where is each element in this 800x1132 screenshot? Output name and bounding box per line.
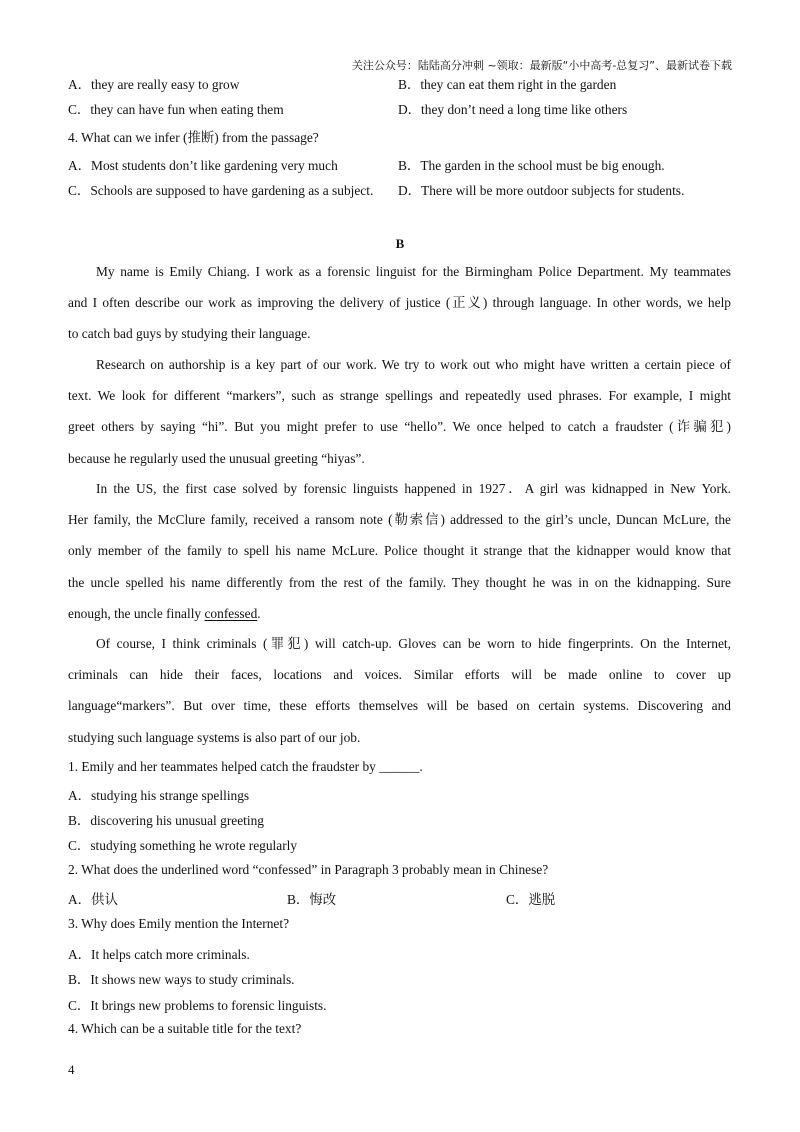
question-1-prompt: 1. Emily and her teammates helped catch the fraudster by ______. (68, 759, 423, 774)
line-text: enough, the uncle finally (68, 605, 205, 621)
q2-option-b[interactable]: B．悔改 (287, 892, 337, 907)
page-header-banner: 关注公众号：陆陆高分冲刺 ~领取：最新版“小中高考-总复习”、最新试卷下载 (351, 59, 732, 72)
passage-paragraph-3 (68, 473, 731, 629)
question-4-prompt: 4. What can we infer (推断) from the passage? (68, 130, 319, 145)
paragraph-line: Research on authorship is a key part of our work. We try to work out who might have written a certain piece of (96, 357, 731, 372)
paragraph-line: criminals can hide their faces, locations and voices. Similar efforts will be made online to cover up (68, 667, 731, 683)
passage-paragraph-4 (68, 628, 731, 753)
paragraph-line: because he regularly used the unusual greeting “hiyas”. (68, 450, 365, 466)
question-3-prompt: 3. Why does Emily mention the Internet? (68, 916, 290, 931)
paragraph-line: greet others by saying “hi”. But you might prefer to use “hello”. We once helped to catch a fraudster (诈骗犯) (68, 419, 731, 435)
page-number: 4 (68, 1062, 75, 1077)
q1-option-a[interactable]: A．studying his strange spellings (68, 788, 250, 803)
question-2-prompt: 2. What does the underlined word “confessed” in Paragraph 3 probably mean in Chinese? (68, 862, 549, 877)
q3-option-b[interactable]: B．It shows new ways to study criminals. (68, 972, 295, 987)
q3-option-c[interactable]: C．It brings new problems to forensic linguists. (68, 998, 327, 1013)
option-c[interactable]: C．they can have fun when eating them (68, 102, 284, 117)
paragraph-line: Her family, the McClure family, received a ransom note (勒索信) addressed to the girl’s uncle, Duncan McLure, the (68, 512, 731, 528)
option-b[interactable]: B．they can eat them right in the garden (398, 77, 617, 92)
passage-paragraph-2 (68, 349, 731, 474)
underlined-word-confessed: confessed (204, 605, 258, 621)
paragraph-line: In the US, the first case solved by forensic linguists happened in 1927．A girl was kidnapped in New York. (96, 481, 731, 496)
paragraph-line: studying such language systems is also part of our job. (68, 729, 361, 745)
q4-option-c[interactable]: C．Schools are supposed to have gardening as a subject. (68, 183, 374, 198)
q4-option-b[interactable]: B．The garden in the school must be big enough. (398, 158, 665, 173)
paragraph-line: My name is Emily Chiang. I work as a forensic linguist for the Birmingham Police Department. My teammates (96, 264, 731, 279)
option-a[interactable]: A．they are really easy to grow (68, 77, 240, 92)
paragraph-line: and I often describe our work as improving the delivery of justice (正义) through language. In other words, we help (68, 295, 731, 311)
q3-option-a[interactable]: A．It helps catch more criminals. (68, 947, 250, 962)
paragraph-line (68, 598, 731, 629)
option-d[interactable]: D．they don’t need a long time like others (398, 102, 628, 117)
paragraph-line: text. We look for different “markers”, such as strange spellings and repeatedly used phrases. For example, I might (68, 388, 731, 404)
passage-paragraph-1 (68, 256, 731, 350)
paragraph-line: to catch bad guys by studying their language. (68, 326, 311, 342)
q2-option-c[interactable]: C．逃脱 (506, 892, 556, 907)
paragraph-line: Of course, I think criminals (罪犯) will catch-up. Gloves can be worn to hide fingerprints. On the Internet, (96, 636, 731, 651)
paragraph-line: language“markers”. But over time, these efforts themselves will be based on certain systems. Discovering and (68, 698, 731, 714)
q1-option-c[interactable]: C．studying something he wrote regularly (68, 838, 298, 853)
question-4-prompt-title: 4. Which can be a suitable title for the text? (68, 1021, 302, 1036)
paragraph-line: only member of the family to spell his name McLure. Police thought it strange that the kidnapper would know that (68, 543, 731, 559)
q4-option-a[interactable]: A．Most students don’t like gardening very much (68, 158, 338, 173)
section-heading: B (395, 236, 405, 251)
paragraph-line: the uncle spelled his name differently from the rest of the family. They thought he was in on the kidnapping. Sure (68, 574, 731, 590)
q1-option-b[interactable]: B．discovering his unusual greeting (68, 813, 264, 828)
line-end-punctuation: . (257, 605, 261, 621)
q2-option-a[interactable]: A．供认 (68, 892, 118, 907)
q4-option-d[interactable]: D．There will be more outdoor subjects for students. (398, 183, 685, 198)
